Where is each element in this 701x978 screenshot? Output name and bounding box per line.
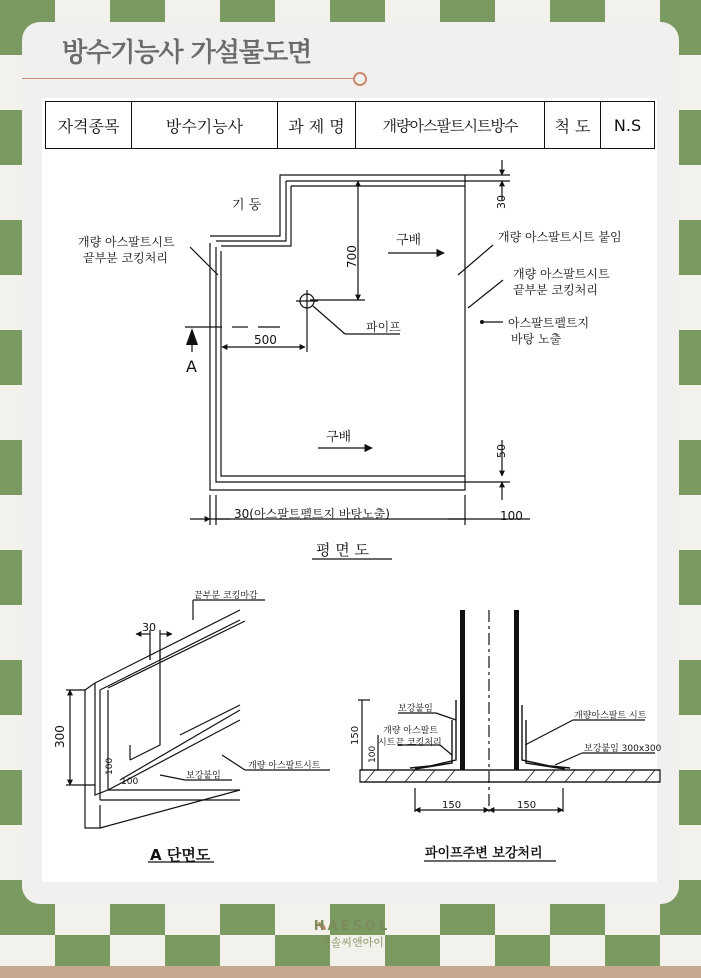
plan-dim-700: 700 [345,245,359,268]
plan-dim-50: 50 [495,444,508,458]
pipe-label-sheet-left-2: 시트끝 코킹처리 [378,738,442,748]
section-dim-100: 100 [105,757,115,775]
pipe-dim-100: 100 [368,745,378,763]
plan-label-edge-left-1: 개량 아스팔트시트 [78,235,175,249]
plan-view [185,160,530,559]
section-label-sheet: 개량 아스팔트시트 [248,761,321,771]
plan-label-felt-2: 바탕 노출 [511,332,562,346]
plan-label-sheet-attach: 개량 아스팔트시트 붙임 [498,230,622,244]
plan-label-edge-left-2: 끝부분 코킹처리 [83,251,168,265]
plan-caption: 평 면 도 [316,541,370,559]
plan-label-edge-right-1: 개량 아스팔트시트 [513,267,610,281]
plan-label-pipe: 파이프 [366,320,401,334]
pipe-caption: 파이프주변 보강처리 [425,846,543,861]
pipe-dim-150-h-left: 150 [442,800,462,811]
section-label-edge-coking: 끝부분 코킹마감 [194,591,258,601]
section-label-reinforce: 보강붙임 [186,771,221,781]
plan-label-slope-bottom: 구배 [326,430,352,445]
label-task: 과 제 명 [278,102,356,149]
pipe-label-reinforce-left: 보강붙임 [398,704,433,714]
section-caption: A 단면도 [150,846,211,864]
section-arrow-A [186,328,198,345]
plan-outline-inner [216,247,465,482]
page-title: 방수기능사 가설물도면 [62,38,312,68]
pipe-dim-150-h-right: 150 [517,800,537,811]
section-a-view [66,600,330,862]
pipe-label-sheet-left-1: 개량 아스팔트 [383,726,439,736]
plan-dim-30-top: 30 [495,195,508,209]
label-scale: 척 도 [545,102,601,149]
pipe-wall-left [460,610,465,770]
label-qualification: 자격종목 [46,102,132,149]
section-dim-100b: 100 [121,777,139,787]
plan-label-felt-1: 아스팔트펠트지 [508,316,590,330]
pipe-dim-150-left: 150 [350,725,361,745]
plan-label-section-A: A [186,357,197,376]
pipe-wall-right [514,610,519,770]
plan-label-column: 기 둥 [232,198,262,213]
qualification-value: 방수기능사 [132,102,278,149]
section-dim-300: 300 [53,725,67,748]
plan-dim-100: 100 [500,509,523,523]
footer-logo-en: HAESOL [313,919,391,934]
plan-label-edge-right-2: 끝부분 코킹처리 [513,283,598,297]
footer-logo-ko: 해솔씨앤아이 [320,936,384,949]
plan-dim-30-bottom: 30(아스팔트펠트지 바탕노출) [234,507,390,521]
scale-value: N.S [601,102,655,149]
plan-label-slope-top: 구배 [396,233,422,248]
task-value: 개량아스팔트시트방수 [356,102,545,149]
section-dim-30: 30 [142,621,156,634]
pipe-label-sheet-right: 개량아스팔트 시트 [574,711,647,721]
pipe-label-reinforce-right: 보강붙임 300x300 [584,744,662,754]
plan-dim-500: 500 [254,333,277,347]
